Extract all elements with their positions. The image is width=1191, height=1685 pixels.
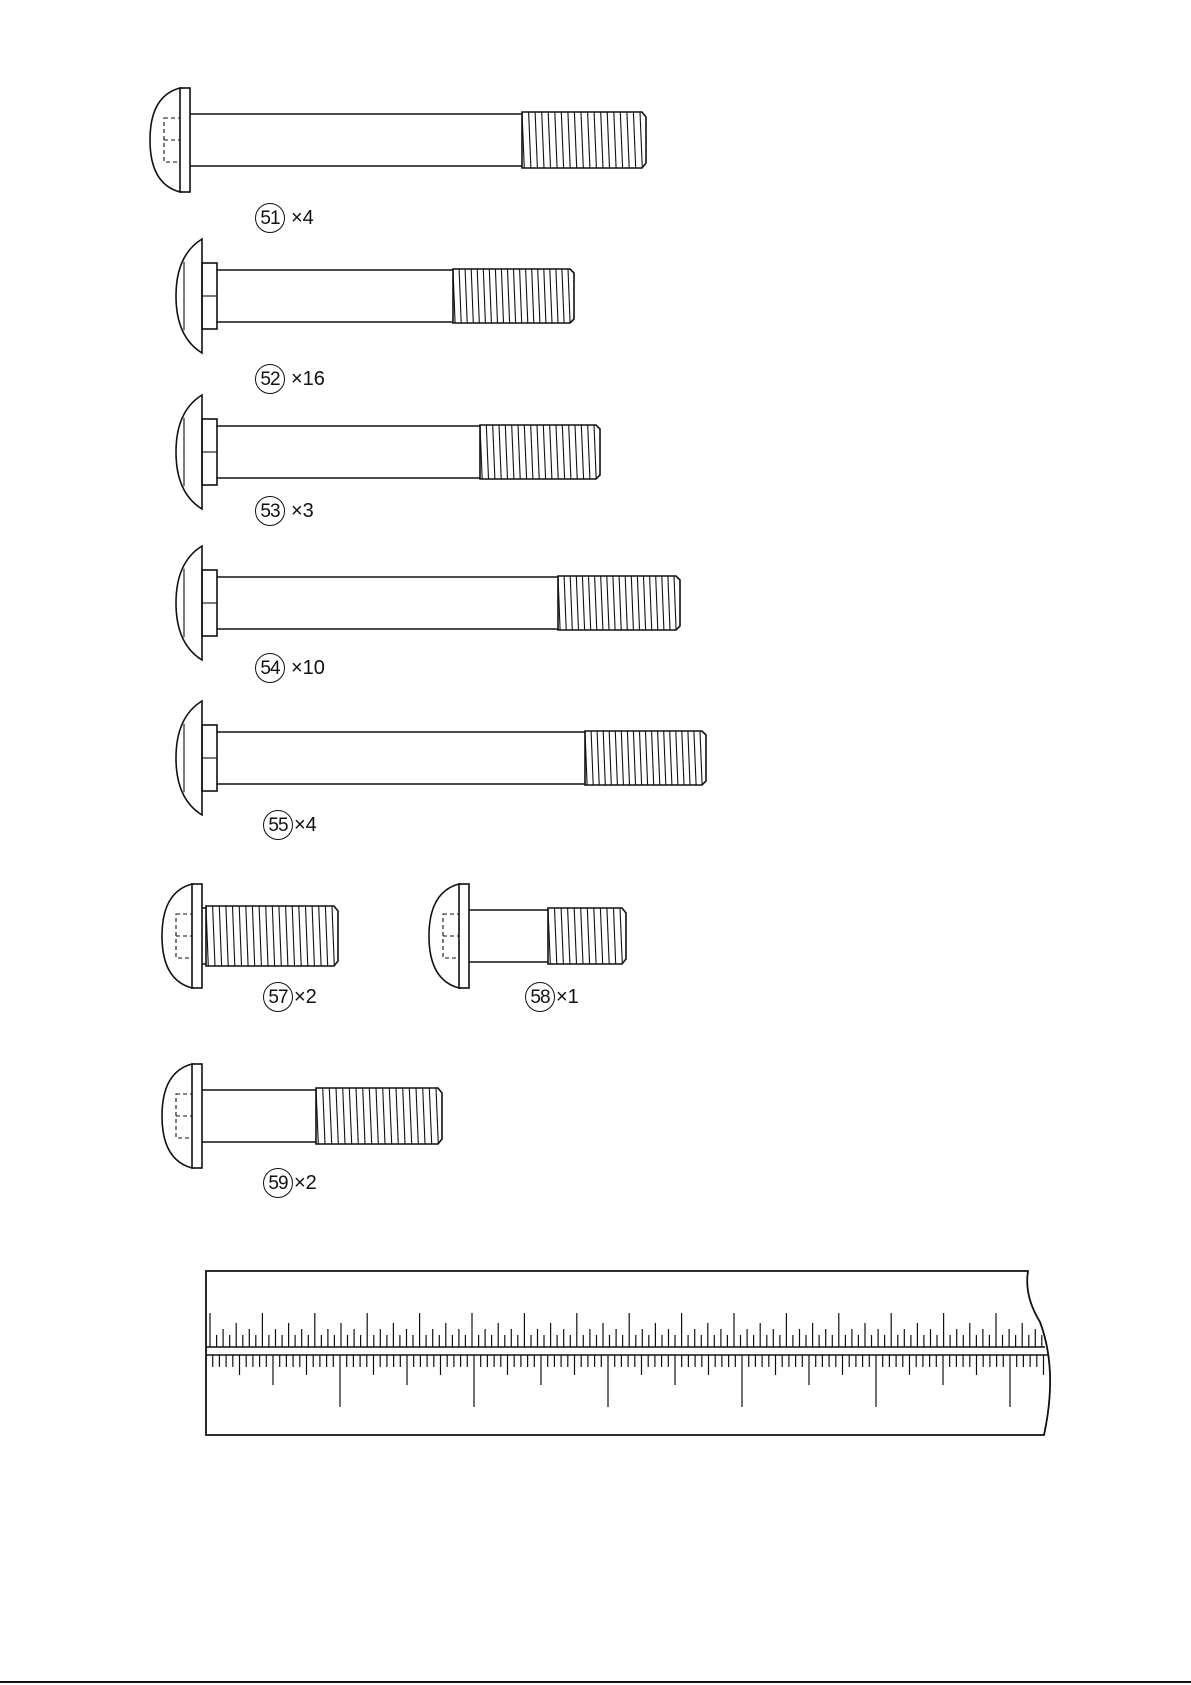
hex-socket-bolt-icon xyxy=(162,1064,442,1168)
measuring-ruler-icon xyxy=(206,1271,1050,1435)
part-label-51 xyxy=(255,203,314,233)
carriage-bolt-icon xyxy=(176,546,680,660)
carriage-bolt-icon xyxy=(176,701,706,815)
part-qty-55: ×4 xyxy=(294,814,317,836)
part-number-51: 51 xyxy=(255,203,285,233)
part-number-52: 52 xyxy=(255,364,285,394)
page-bottom-rule xyxy=(0,1681,1191,1683)
part-number-59: 59 xyxy=(263,1168,293,1198)
part-number-54: 54 xyxy=(255,653,285,683)
part-label-53 xyxy=(255,496,314,526)
part-qty-52: ×16 xyxy=(291,368,325,390)
part-qty-58: ×1 xyxy=(556,986,579,1008)
carriage-bolt-icon xyxy=(176,239,574,353)
part-label-54 xyxy=(255,653,325,683)
part-qty-57: ×2 xyxy=(294,986,317,1008)
part-label-55 xyxy=(263,810,317,840)
part-qty-53: ×3 xyxy=(291,500,314,522)
part-number-57: 57 xyxy=(263,982,293,1012)
part-label-59 xyxy=(263,1168,317,1198)
hex-socket-bolt-icon xyxy=(150,88,646,192)
part-number-55: 55 xyxy=(263,810,293,840)
bolts-layer xyxy=(150,88,706,1168)
part-label-58 xyxy=(525,982,579,1012)
part-qty-59: ×2 xyxy=(294,1172,317,1194)
carriage-bolt-icon xyxy=(176,395,600,509)
part-qty-54: ×10 xyxy=(291,657,325,679)
part-label-57 xyxy=(263,982,317,1012)
hex-socket-bolt-icon xyxy=(162,884,338,988)
part-number-58: 58 xyxy=(525,982,555,1012)
part-label-52 xyxy=(255,364,325,394)
hex-socket-bolt-icon xyxy=(429,884,626,988)
part-number-53: 53 xyxy=(255,496,285,526)
part-qty-51: ×4 xyxy=(291,207,314,229)
